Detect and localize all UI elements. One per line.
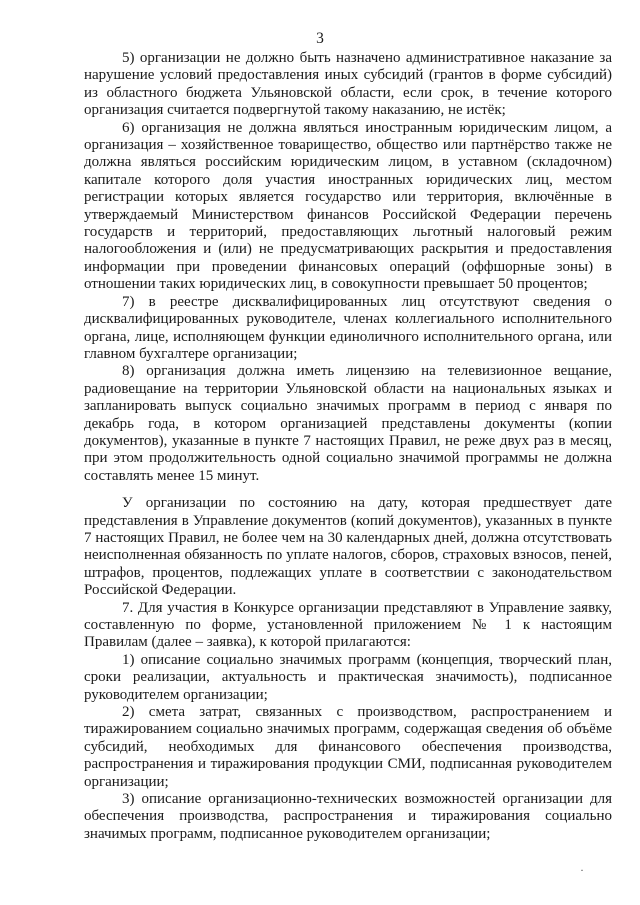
scan-mark: · (580, 863, 584, 877)
paragraph-item-8: 8) организация должна иметь лицензию на телевизионное вещание, радиовещание на территории Ульяновской области на национальных языках и запланировать выпуск социально значимых программ в период с января по декабрь года, в котором организацией представлены документы (копии документов), указанные в пункте 7 настоящих Правил, не реже двух раз в месяц, при этом продолжительность одной социально значимой программы не должна составлять менее 15 минут. (84, 363, 612, 484)
paragraph-item-7: 7) в реестре дисквалифицированных лиц отсутствуют сведения о дисквалифицированных руководителе, членах коллегиального исполнительного органа, лице, исполняющем функции единоличного исполнительного органа, или главном бухгалтере организации; (84, 293, 612, 362)
paragraph-item-5: 5) организации не должно быть назначено административное наказание за нарушение условий предоставления иных субсидий (грантов в форме субсидий) из областного бюджета Ульяновской области, если срок, в течение которого организация считается подвергнутой такому наказанию, не истёк; (84, 50, 612, 119)
document-body (84, 50, 612, 843)
paragraph-section-7: 7. Для участия в Конкурсе организации представляют в Управление заявку, составленную по форме, установленной приложением № 1 к настоящим Правилам (далее – заявка), к которой прилагаются: (84, 599, 612, 651)
paragraph-tax-obligations: У организации по состоянию на дату, которая предшествует дате представления в Управление документов (копий документов), указанных в пункте 7 настоящих Правил, не более чем на 30 календарных дней, должна отсутствовать неисполненная обязанность по уплате налогов, сборов, страховых взносов, пеней, штрафов, процентов, подлежащих уплате в соответствии с законодательством Российской Федерации. (84, 495, 612, 599)
page-number: 3 (316, 30, 324, 47)
paragraph-attachment-3: 3) описание организационно-технических возможностей организации для обеспечения производства, распространения и тиражирования социально значимых программ, подписанное руководителем организации; (84, 791, 612, 842)
paragraph-item-6: 6) организация не должна являться иностранным юридическим лицом, а организация – хозяйственное товарищество, общество или партнёрство также не должна являться российским юридическим лицом, в уставном (складочном) капитале которого доля участия иностранных юридических лиц, местом регистрации которых является государство или территория, включённые в утверждаемый Министерством финансов Российской Федерации перечень государств и территорий, предоставляющих льготный налоговый режим налогообложения и (или) не предусматривающих раскрытия и предоставления информации при проведении финансовых операций (оффшорные зоны) в отношении таких юридических лиц, в совокупности превышает 50 процентов; (84, 119, 612, 293)
paragraph-attachment-1: 1) описание социально значимых программ (концепция, творческий план, сроки реализации, актуальность и практическая значимость), подписанное руководителем организации; (84, 651, 612, 703)
paragraph-attachment-2: 2) смета затрат, связанных с производством, распространением и тиражированием социально значимых программ, содержащая сведения об объёме субсидий, необходимых для финансового обеспечения производства, распространения и тиражирования продукции СМИ, подписанная руководителем организации; (84, 704, 612, 790)
